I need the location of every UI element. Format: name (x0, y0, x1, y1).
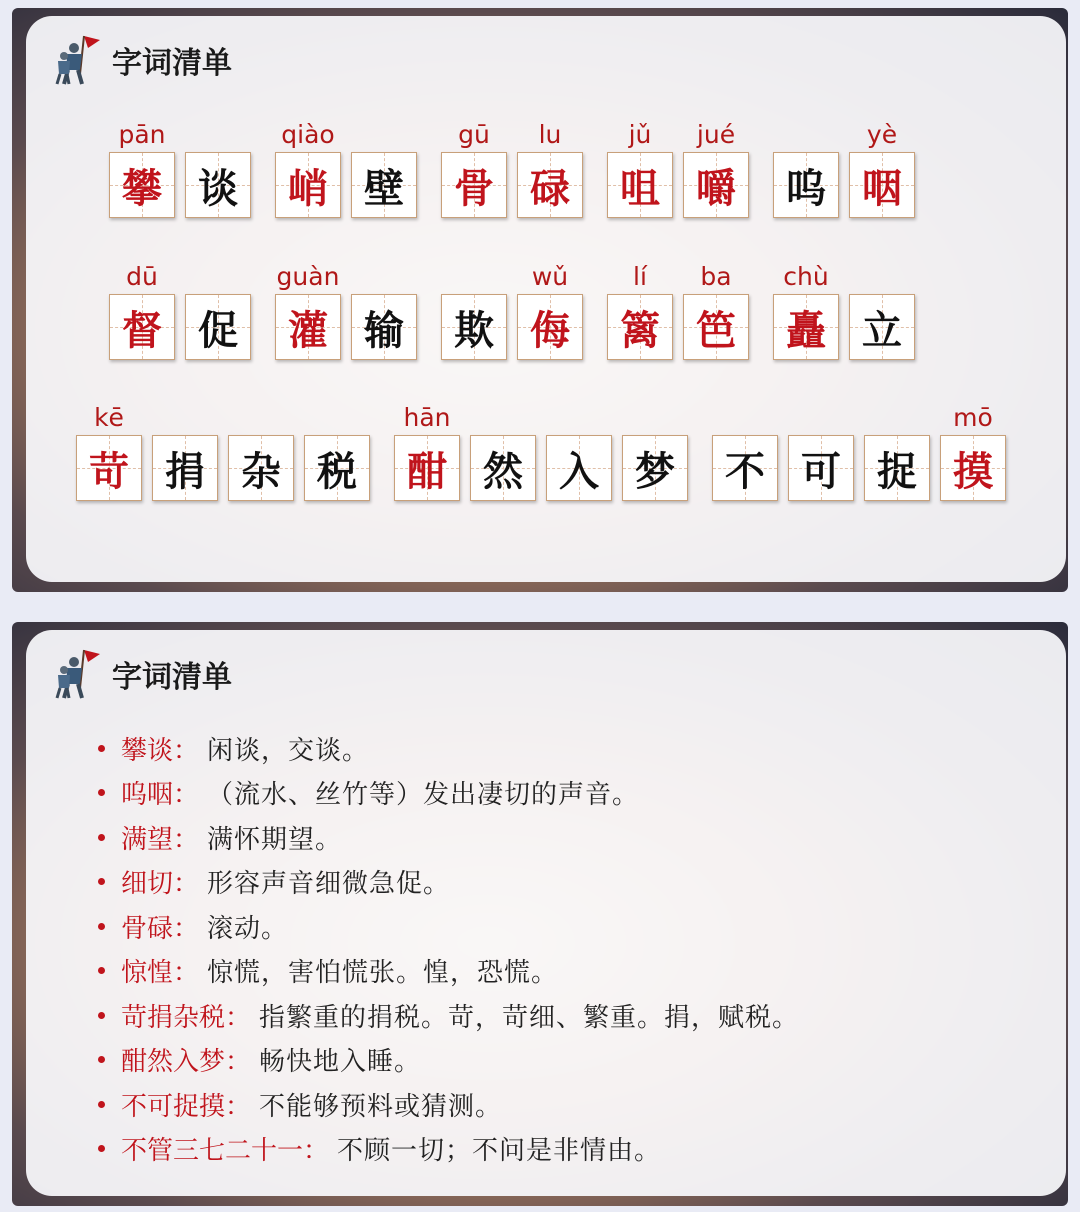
character-cell (849, 260, 915, 360)
tian-grid-box (185, 294, 251, 360)
hanzi-character: 入 (559, 447, 599, 495)
tian-grid-box (470, 435, 536, 501)
tian-grid-box (351, 294, 417, 360)
definition-term: 骨碌 (121, 913, 174, 944)
tian-grid-box (152, 435, 218, 501)
slide-header (54, 648, 232, 700)
character-cell (712, 401, 778, 501)
tian-grid-box (185, 152, 251, 218)
character-cell (441, 118, 507, 218)
pinyin-label: hān (403, 403, 451, 432)
tian-grid-box (275, 294, 341, 360)
character-cell (864, 401, 930, 501)
definition-colon: ： (225, 1047, 252, 1078)
word-row (109, 118, 939, 218)
definition-colon: ： (173, 913, 200, 944)
definition-meaning: 闲谈，交谈。 (207, 735, 370, 766)
word-group (712, 401, 1006, 501)
character-cell (773, 118, 839, 218)
definition-term: 细切 (121, 869, 174, 900)
hanzi-character: 然 (483, 447, 523, 495)
hanzi-character: 篱 (620, 306, 660, 354)
word-group (441, 260, 583, 360)
definition-item (98, 1082, 799, 1127)
word-row (76, 401, 1030, 501)
tian-grid-box (394, 435, 460, 501)
hanzi-character: 捉 (877, 447, 917, 495)
definition-meaning: （流水、丝竹等）发出凄切的声音。 (207, 780, 640, 811)
bullet-icon (98, 967, 105, 974)
tian-grid-box (607, 294, 673, 360)
character-cell (683, 118, 749, 218)
bullet-icon (98, 923, 105, 930)
pinyin-label: jǔ (628, 120, 652, 149)
tian-grid-box (622, 435, 688, 501)
character-cell (773, 260, 839, 360)
tian-grid-box (683, 152, 749, 218)
tian-grid-box (109, 152, 175, 218)
pinyin-label: dū (126, 262, 158, 291)
character-cell (622, 401, 688, 501)
definition-term: 不可捉摸 (121, 1091, 226, 1122)
tian-grid-box (940, 435, 1006, 501)
definition-colon: ： (173, 780, 200, 811)
hanzi-character: 促 (198, 306, 238, 354)
character-cell (517, 118, 583, 218)
bullet-icon (98, 1056, 105, 1063)
slide-header (54, 34, 232, 86)
character-cell (76, 401, 142, 501)
hanzi-character: 嚼 (696, 164, 736, 212)
tian-grid-box (517, 294, 583, 360)
definition-item (98, 726, 799, 771)
tian-grid-box (849, 294, 915, 360)
definition-colon: ： (173, 869, 200, 900)
bullet-icon (98, 1101, 105, 1108)
character-cell (109, 118, 175, 218)
pinyin-label: ba (700, 262, 732, 291)
pinyin-label: lu (538, 120, 562, 149)
hanzi-character: 输 (364, 306, 404, 354)
tian-grid-box (773, 152, 839, 218)
character-cell (152, 401, 218, 501)
character-cell (394, 401, 460, 501)
tian-grid-box (228, 435, 294, 501)
hanzi-character: 攀 (122, 164, 162, 212)
slide-definitions (12, 622, 1068, 1206)
hanzi-character: 灌 (288, 306, 328, 354)
hanzi-character: 杂 (241, 447, 281, 495)
tian-grid-box (517, 152, 583, 218)
tian-grid-box (849, 152, 915, 218)
pinyin-label: qiào (281, 120, 335, 149)
word-group (275, 260, 417, 360)
word-group (394, 401, 688, 501)
definition-item (98, 771, 799, 816)
pinyin-label: wǔ (531, 262, 569, 291)
hanzi-character: 督 (122, 306, 162, 354)
tian-grid-box (773, 294, 839, 360)
hanzi-character: 矗 (786, 306, 826, 354)
pinyin-label: mō (953, 403, 993, 432)
hanzi-character: 可 (801, 447, 841, 495)
hanzi-character: 骨 (454, 164, 494, 212)
character-cell (228, 401, 294, 501)
hanzi-character: 咀 (620, 164, 660, 212)
definition-term: 不管三七二十一 (121, 1136, 304, 1167)
tian-grid-box (546, 435, 612, 501)
word-group (109, 260, 251, 360)
character-cell (275, 118, 341, 218)
bullet-icon (98, 745, 105, 752)
character-cell (351, 118, 417, 218)
pinyin-label: jué (696, 120, 736, 149)
tian-grid-box (441, 294, 507, 360)
definition-colon: ： (225, 1002, 252, 1033)
definition-meaning: 不顾一切；不问是非情由。 (337, 1136, 662, 1167)
hanzi-character: 摸 (953, 447, 993, 495)
page-title: 字词清单 (112, 660, 232, 695)
tian-grid-box (304, 435, 370, 501)
character-cell (546, 401, 612, 501)
character-cell (441, 260, 507, 360)
tian-grid-box (76, 435, 142, 501)
character-cell (185, 118, 251, 218)
hanzi-character: 笆 (696, 306, 736, 354)
word-group (275, 118, 417, 218)
definition-meaning: 滚动。 (207, 913, 289, 944)
pinyin-label: guàn (276, 262, 340, 291)
character-cell (304, 401, 370, 501)
definition-colon: ： (173, 735, 200, 766)
tian-grid-box (109, 294, 175, 360)
character-cell (607, 118, 673, 218)
hanzi-character: 壁 (364, 164, 404, 212)
word-group (773, 118, 915, 218)
bullet-icon (98, 789, 105, 796)
definition-item (98, 1038, 799, 1083)
hanzi-character: 碌 (530, 164, 570, 212)
tian-grid-box (788, 435, 854, 501)
bullet-icon (98, 834, 105, 841)
hanzi-character: 谈 (198, 164, 238, 212)
word-group (109, 118, 251, 218)
hanzi-character: 不 (725, 447, 765, 495)
word-group (607, 118, 749, 218)
content-card (26, 630, 1066, 1196)
tian-grid-box (683, 294, 749, 360)
definition-item (98, 904, 799, 949)
definition-term: 攀谈 (121, 735, 174, 766)
pinyin-label: kē (94, 403, 124, 432)
bullet-icon (98, 1012, 105, 1019)
pinyin-label: chù (783, 262, 829, 291)
word-group (441, 118, 583, 218)
definition-item (98, 815, 799, 860)
definition-meaning: 不能够预料或猜测。 (259, 1091, 503, 1122)
character-cell (185, 260, 251, 360)
definition-meaning: 满怀期望。 (207, 824, 343, 855)
hanzi-character: 侮 (530, 306, 570, 354)
character-cell (351, 260, 417, 360)
bullet-icon (98, 1145, 105, 1152)
character-cell (607, 260, 673, 360)
word-group (76, 401, 370, 501)
content-card (26, 16, 1066, 582)
pinyin-label: gū (458, 120, 490, 149)
hanzi-character: 梦 (635, 447, 675, 495)
hanzi-character: 捐 (165, 447, 205, 495)
character-cell (109, 260, 175, 360)
character-cell (788, 401, 854, 501)
character-cell (517, 260, 583, 360)
word-row (109, 260, 939, 360)
character-cell (683, 260, 749, 360)
hanzi-character: 酣 (407, 447, 447, 495)
definition-item (98, 993, 799, 1038)
hanzi-character: 欺 (454, 306, 494, 354)
definition-colon: ： (225, 1091, 252, 1122)
hanzi-character: 咽 (862, 164, 902, 212)
definition-meaning: 指繁重的捐税。苛，苛细、繁重。捐，赋税。 (259, 1002, 800, 1033)
slide-character-grid (12, 8, 1068, 592)
tian-grid-box (275, 152, 341, 218)
tian-grid-box (607, 152, 673, 218)
definition-meaning: 惊慌，害怕慌张。惶，恐慌。 (207, 958, 559, 989)
character-cell (275, 260, 341, 360)
word-group (773, 260, 915, 360)
definition-term: 苛捐杂税 (121, 1002, 226, 1033)
bullet-icon (98, 878, 105, 885)
tian-grid-box (351, 152, 417, 218)
hanzi-character: 呜 (786, 164, 826, 212)
definition-meaning: 畅快地入睡。 (259, 1047, 422, 1078)
pinyin-label: yè (866, 120, 898, 149)
hanzi-character: 税 (317, 447, 357, 495)
definition-colon: ： (173, 958, 200, 989)
definition-item (98, 860, 799, 905)
pinyin-label: pān (118, 120, 166, 149)
word-group (607, 260, 749, 360)
tian-grid-box (864, 435, 930, 501)
character-cell (940, 401, 1006, 501)
pinyin-label: lí (633, 262, 647, 291)
character-cell (849, 118, 915, 218)
tian-grid-box (712, 435, 778, 501)
hanzi-character: 苛 (89, 447, 129, 495)
character-cell (470, 401, 536, 501)
definition-item (98, 1127, 799, 1172)
definition-term: 惊惶 (121, 958, 174, 989)
hanzi-character: 立 (862, 306, 902, 354)
definition-term: 呜咽 (121, 780, 174, 811)
definition-list (98, 726, 799, 1171)
definition-item (98, 949, 799, 994)
definition-term: 酣然入梦 (121, 1047, 226, 1078)
definition-meaning: 形容声音细微急促。 (207, 869, 451, 900)
definition-colon: ： (173, 824, 200, 855)
soldiers-flag-icon (54, 648, 102, 700)
page-title: 字词清单 (112, 46, 232, 81)
definition-term: 满望 (121, 824, 174, 855)
definition-colon: ： (303, 1136, 330, 1167)
tian-grid-box (441, 152, 507, 218)
soldiers-flag-icon (54, 34, 102, 86)
hanzi-character: 峭 (288, 164, 328, 212)
